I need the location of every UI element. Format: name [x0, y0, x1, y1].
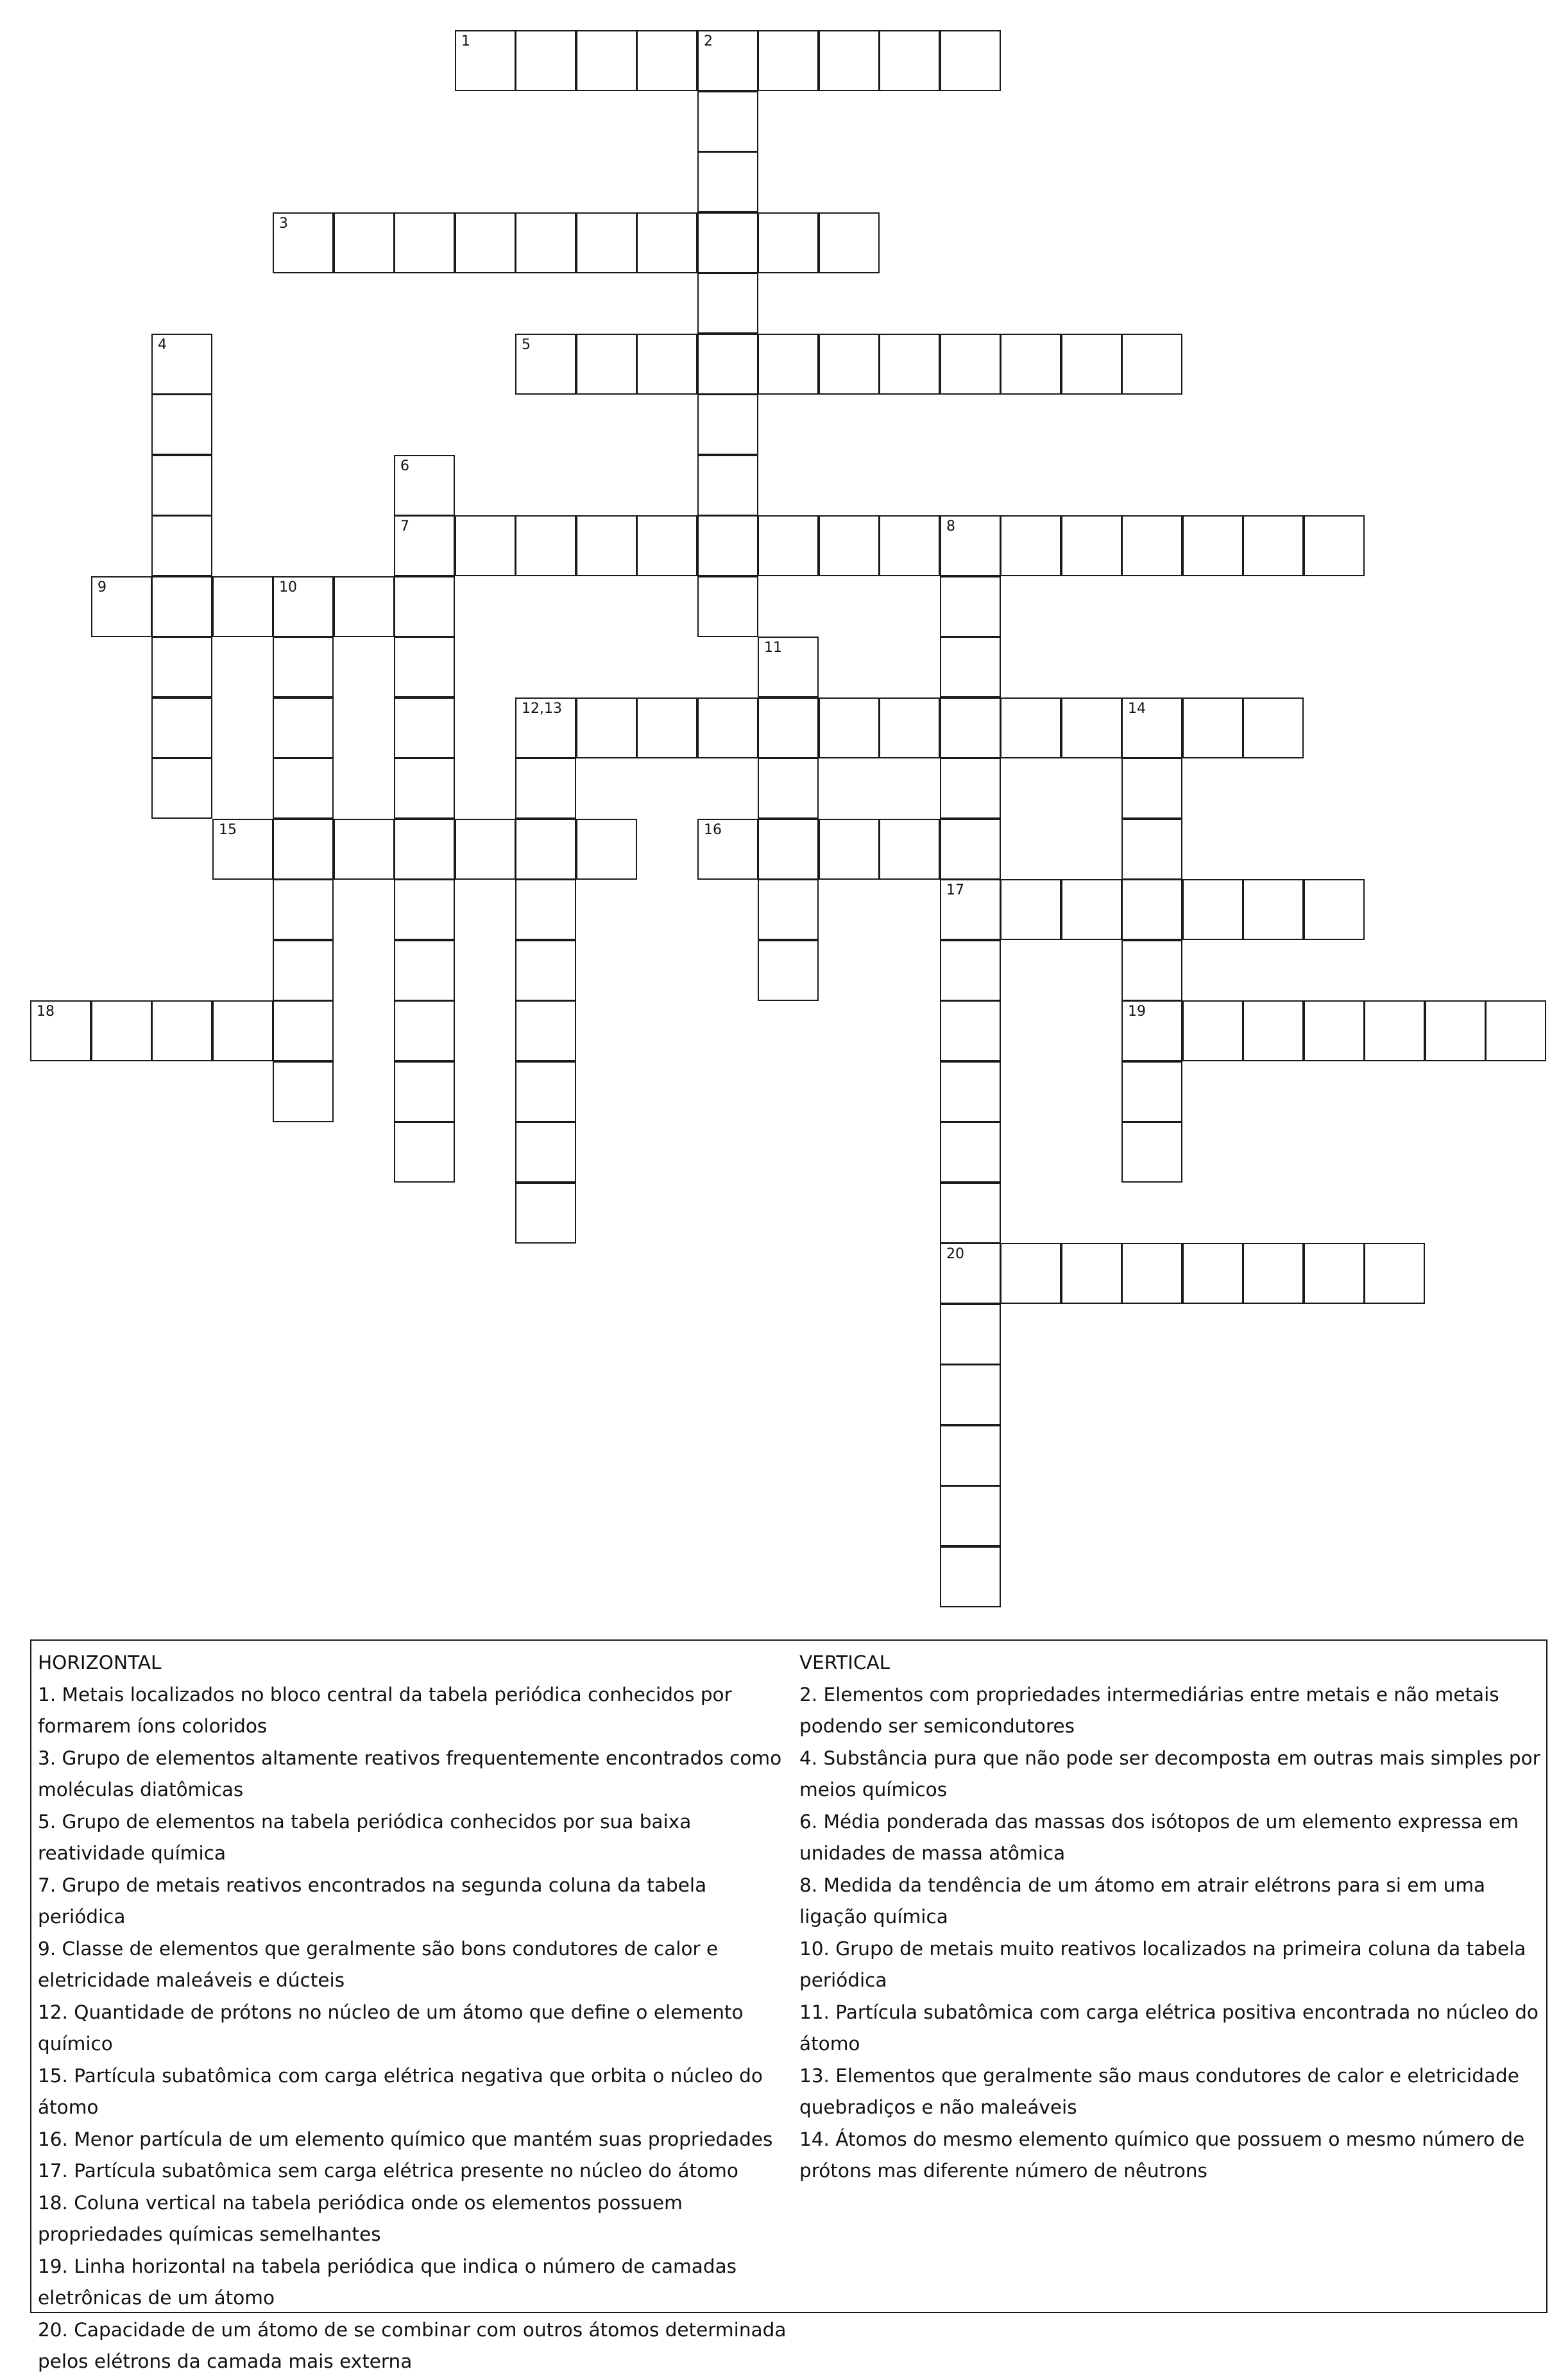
crossword-cell[interactable]	[394, 212, 455, 273]
crossword-cell[interactable]	[1243, 515, 1304, 576]
clue-h-19: 19. Linha horizontal na tabela periódica que indica o número de camadas eletrônicas de um átomo	[38, 2255, 737, 2309]
crossword-cell[interactable]	[273, 879, 334, 940]
crossword-cell[interactable]	[1121, 1122, 1182, 1183]
crossword-cell[interactable]	[1485, 1000, 1546, 1061]
crossword-cell[interactable]	[273, 1000, 334, 1061]
crossword-cell[interactable]	[1243, 879, 1304, 940]
crossword-cell[interactable]	[334, 212, 395, 273]
crossword-cell[interactable]	[515, 758, 576, 819]
crossword-cell[interactable]	[1243, 697, 1304, 758]
crossword-cell[interactable]	[515, 819, 576, 880]
crossword-cell[interactable]	[1061, 515, 1122, 576]
crossword-cell[interactable]	[212, 576, 273, 637]
crossword-cell[interactable]	[394, 819, 455, 880]
clue-number: 8	[946, 518, 955, 535]
clue-h-1: 1. Metais localizados no bloco central da tabela periódica conhecidos por formarem íons coloridos	[38, 1683, 732, 1737]
crossword-cell[interactable]	[940, 1425, 1001, 1486]
crossword-cell[interactable]	[819, 819, 880, 880]
crossword-cell[interactable]	[455, 30, 516, 91]
crossword-cell[interactable]	[515, 879, 576, 940]
clue-v-6: 6. Média ponderada das massas dos isótopos de um elemento expressa em unidades de massa atômica	[799, 1810, 1519, 1864]
clue-number: 11	[764, 640, 782, 656]
crossword-cell[interactable]	[940, 758, 1001, 819]
crossword-cell[interactable]	[697, 515, 758, 576]
crossword-cell[interactable]	[394, 758, 455, 819]
crossword-cell[interactable]	[1304, 1243, 1365, 1304]
clue-number: 9	[98, 579, 107, 595]
crossword-cell[interactable]	[515, 1122, 576, 1183]
crossword-cell[interactable]	[1304, 1000, 1365, 1061]
crossword-cell[interactable]	[151, 515, 212, 576]
crossword-cell[interactable]	[1121, 515, 1182, 576]
clue-number: 20	[946, 1246, 964, 1262]
crossword-cell[interactable]	[515, 212, 576, 273]
clue-number: 10	[279, 579, 297, 595]
crossword-cell[interactable]	[455, 515, 516, 576]
crossword-cell[interactable]	[1182, 1243, 1243, 1304]
crossword-cell[interactable]	[1121, 1243, 1182, 1304]
crossword-cell[interactable]	[697, 30, 758, 91]
crossword-cell[interactable]	[515, 697, 576, 758]
clue-h-17: 17. Partícula subatômica sem carga elétrica presente no núcleo do átomo	[38, 2160, 738, 2182]
clue-number: 2	[704, 33, 713, 49]
crossword-cell[interactable]	[576, 30, 637, 91]
crossword-cell[interactable]	[758, 697, 819, 758]
clue-h-7: 7. Grupo de metais reativos encontrados na segunda coluna da tabela periódica	[38, 1874, 707, 1928]
clue-number: 18	[37, 1004, 55, 1020]
crossword-cell[interactable]	[819, 212, 880, 273]
clue-number: 17	[946, 882, 964, 898]
crossword-cell[interactable]	[273, 576, 334, 637]
crossword-cell[interactable]	[576, 212, 637, 273]
crossword-cell[interactable]	[636, 30, 697, 91]
crossword-cell[interactable]	[636, 515, 697, 576]
crossword-cell[interactable]	[819, 334, 880, 395]
crossword-cell[interactable]	[879, 819, 940, 880]
horizontal-clues	[38, 1647, 792, 2378]
crossword-cell[interactable]	[394, 1061, 455, 1122]
clue-h-3: 3. Grupo de elementos altamente reativos frequentemente encontrados como moléculas diatômicas	[38, 1747, 782, 1801]
crossword-cell[interactable]	[151, 697, 212, 758]
crossword-cell[interactable]	[1182, 879, 1243, 940]
crossword-cell[interactable]	[394, 455, 455, 516]
crossword-cell[interactable]	[1121, 819, 1182, 880]
crossword-cell[interactable]	[1121, 697, 1182, 758]
crossword-cell[interactable]	[576, 515, 637, 576]
crossword-cell[interactable]	[515, 1061, 576, 1122]
clue-number: 5	[522, 337, 531, 353]
crossword-cell[interactable]	[273, 819, 334, 880]
clue-v-11: 11. Partícula subatômica com carga elétrica positiva encontrada no núcleo do átomo	[799, 2001, 1538, 2055]
crossword-cell[interactable]	[151, 334, 212, 395]
clue-number: 7	[400, 518, 409, 535]
crossword-cell[interactable]	[515, 30, 576, 91]
crossword-cell[interactable]	[1061, 334, 1122, 395]
crossword-cell[interactable]	[1243, 1243, 1304, 1304]
crossword-cell[interactable]	[394, 940, 455, 1001]
crossword-cell[interactable]	[151, 637, 212, 697]
crossword-cell[interactable]	[1304, 515, 1365, 576]
crossword-cell[interactable]	[515, 1000, 576, 1061]
crossword-cell[interactable]	[758, 758, 819, 819]
crossword-cell[interactable]	[1182, 697, 1243, 758]
crossword-cell[interactable]	[940, 1485, 1001, 1546]
crossword-cell[interactable]	[636, 212, 697, 273]
crossword-cell[interactable]	[1000, 1243, 1061, 1304]
crossword-cell[interactable]	[1121, 940, 1182, 1001]
crossword-cell[interactable]	[1243, 1000, 1304, 1061]
crossword-cell[interactable]	[576, 697, 637, 758]
crossword-cell[interactable]	[697, 455, 758, 516]
clue-v-13: 13. Elementos que geralmente são maus condutores de calor e eletricidade quebradiços e não maleáveis	[799, 2064, 1519, 2118]
crossword-cell[interactable]	[151, 758, 212, 819]
clue-v-2: 2. Elementos com propriedades intermediárias entre metais e não metais podendo ser semicondutores	[799, 1683, 1499, 1737]
crossword-cell[interactable]	[1000, 334, 1061, 395]
crossword-cell[interactable]	[940, 1183, 1001, 1244]
clue-v-10: 10. Grupo de metais muito reativos localizados na primeira coluna da tabela periódica	[799, 1937, 1526, 1991]
crossword-cell[interactable]	[334, 576, 395, 637]
crossword-cell[interactable]	[940, 1243, 1001, 1304]
crossword-cell[interactable]	[697, 819, 758, 880]
crossword-cell[interactable]	[819, 30, 880, 91]
clue-number: 6	[400, 458, 409, 474]
crossword-cell[interactable]	[151, 455, 212, 516]
crossword-cell[interactable]	[151, 394, 212, 455]
clue-h-18: 18. Coluna vertical na tabela periódica onde os elementos possuem propriedades químicas semelhantes	[38, 2191, 683, 2245]
crossword-cell[interactable]	[879, 334, 940, 395]
crossword-cell[interactable]	[1364, 1000, 1425, 1061]
crossword-cell[interactable]	[758, 879, 819, 940]
crossword-cell[interactable]	[30, 1000, 91, 1061]
crossword-cell[interactable]	[273, 212, 334, 273]
crossword-cell[interactable]	[940, 1364, 1001, 1425]
crossword-cell[interactable]	[697, 91, 758, 152]
clue-h-20: 20. Capacidade de um átomo de se combinar com outros átomos determinada pelos elétrons da camada mais externa	[38, 2318, 787, 2372]
vertical-clues	[799, 1647, 1544, 2187]
crossword-cell[interactable]	[819, 697, 880, 758]
crossword-cell[interactable]	[1121, 334, 1182, 395]
crossword-cell[interactable]	[1121, 1061, 1182, 1122]
crossword-cell[interactable]	[819, 515, 880, 576]
crossword-cell[interactable]	[576, 819, 637, 880]
crossword-cell[interactable]	[1061, 1243, 1122, 1304]
crossword-cell[interactable]	[273, 697, 334, 758]
clue-number: 16	[704, 822, 722, 838]
crossword-cell[interactable]	[1000, 879, 1061, 940]
crossword-cell[interactable]	[273, 758, 334, 819]
clue-number: 14	[1128, 701, 1146, 717]
vertical-title: VERTICAL	[799, 1652, 891, 1673]
crossword-cell[interactable]	[455, 212, 516, 273]
crossword-cell[interactable]	[697, 151, 758, 212]
crossword-cell[interactable]	[758, 30, 819, 91]
crossword-cell[interactable]	[697, 334, 758, 395]
crossword-cell[interactable]	[940, 1061, 1001, 1122]
crossword-cell[interactable]	[212, 819, 273, 880]
horizontal-title: HORIZONTAL	[38, 1652, 162, 1673]
crossword-cell[interactable]	[1061, 697, 1122, 758]
crossword-cell[interactable]	[940, 515, 1001, 576]
crossword-cell[interactable]	[636, 334, 697, 395]
crossword-cell[interactable]	[515, 334, 576, 395]
crossword-cell[interactable]	[91, 1000, 152, 1061]
crossword-cell[interactable]	[394, 637, 455, 697]
crossword-cell[interactable]	[273, 1061, 334, 1122]
clue-h-16: 16. Menor partícula de um elemento químico que mantém suas propriedades	[38, 2128, 773, 2150]
crossword-cell[interactable]	[576, 334, 637, 395]
clue-h-12: 12. Quantidade de prótons no núcleo de um átomo que define o elemento químico	[38, 2001, 744, 2055]
crossword-cell[interactable]	[394, 576, 455, 637]
crossword-cell[interactable]	[940, 1546, 1001, 1607]
crossword-cell[interactable]	[1425, 1000, 1486, 1061]
clue-h-15: 15. Partícula subatômica com carga elétrica negativa que orbita o núcleo do átomo	[38, 2064, 763, 2118]
clue-h-5: 5. Grupo de elementos na tabela periódica conhecidos por sua baixa reatividade química	[38, 1810, 692, 1864]
crossword-cell[interactable]	[697, 394, 758, 455]
crossword-cell[interactable]	[940, 1000, 1001, 1061]
clue-number: 3	[279, 216, 288, 232]
clue-h-9: 9. Classe de elementos que geralmente são bons condutores de calor e eletricidade maleáveis e dúcteis	[38, 1937, 719, 1991]
crossword-cell[interactable]	[1121, 879, 1182, 940]
crossword-cell[interactable]	[1304, 879, 1365, 940]
crossword-cell[interactable]	[758, 637, 819, 697]
crossword-cell[interactable]	[697, 576, 758, 637]
crossword-cell[interactable]	[879, 697, 940, 758]
crossword-cell[interactable]	[1364, 1243, 1425, 1304]
clue-number: 1	[461, 33, 470, 49]
crossword-cell[interactable]	[758, 940, 819, 1001]
clue-v-4: 4. Substância pura que não pode ser decomposta em outras mais simples por meios químicos	[799, 1747, 1540, 1801]
crossword-cell[interactable]	[515, 1183, 576, 1244]
clue-number: 4	[158, 337, 167, 353]
crossword-cell[interactable]	[273, 940, 334, 1001]
crossword-cell[interactable]	[1182, 515, 1243, 576]
crossword-cell[interactable]	[758, 515, 819, 576]
crossword-cell[interactable]	[879, 30, 940, 91]
crossword-cell[interactable]	[758, 212, 819, 273]
crossword-cell[interactable]	[455, 819, 516, 880]
clue-number: 19	[1128, 1004, 1146, 1020]
clue-number: 12,13	[522, 701, 562, 717]
crossword-cell[interactable]	[940, 1122, 1001, 1183]
crossword-cell[interactable]	[394, 1122, 455, 1183]
crossword-cell[interactable]	[940, 819, 1001, 880]
crossword-cell[interactable]	[940, 879, 1001, 940]
crossword-cell[interactable]	[940, 940, 1001, 1001]
crossword-cell[interactable]	[1182, 1000, 1243, 1061]
crossword-cell[interactable]	[1000, 697, 1061, 758]
crossword-cell[interactable]	[91, 576, 152, 637]
crossword-cell[interactable]	[697, 273, 758, 334]
crossword-cell[interactable]	[394, 515, 455, 576]
crossword-cell[interactable]	[515, 515, 576, 576]
crossword-cell[interactable]	[940, 637, 1001, 697]
crossword-cell[interactable]	[697, 212, 758, 273]
crossword-cell[interactable]	[636, 697, 697, 758]
crossword-cell[interactable]	[940, 334, 1001, 395]
crossword-cell[interactable]	[515, 940, 576, 1001]
clue-v-14: 14. Átomos do mesmo elemento químico que possuem o mesmo número de prótons mas diferente número de nêutrons	[799, 2128, 1525, 2182]
crossword-cell[interactable]	[151, 1000, 212, 1061]
crossword-cell[interactable]	[940, 697, 1001, 758]
crossword-cell[interactable]	[940, 1304, 1001, 1365]
crossword-cell[interactable]	[151, 576, 212, 637]
clue-number: 15	[219, 822, 237, 838]
crossword-cell[interactable]	[1061, 879, 1122, 940]
crossword-cell[interactable]	[758, 819, 819, 880]
crossword-cell[interactable]	[758, 334, 819, 395]
crossword-cell[interactable]	[212, 1000, 273, 1061]
crossword-cell[interactable]	[394, 879, 455, 940]
crossword-cell[interactable]	[273, 637, 334, 697]
crossword-cell[interactable]	[940, 576, 1001, 637]
crossword-cell[interactable]	[940, 30, 1001, 91]
crossword-cell[interactable]	[394, 1000, 455, 1061]
crossword-cell[interactable]	[334, 819, 395, 880]
crossword-cell[interactable]	[1121, 758, 1182, 819]
crossword-cell[interactable]	[879, 515, 940, 576]
clue-v-8: 8. Medida da tendência de um átomo em atrair elétrons para si em uma ligação química	[799, 1874, 1486, 1928]
crossword-cell[interactable]	[697, 697, 758, 758]
crossword-cell[interactable]	[1000, 515, 1061, 576]
crossword-cell[interactable]	[1121, 1000, 1182, 1061]
clues-box	[30, 1639, 1547, 2372]
crossword-cell[interactable]	[394, 697, 455, 758]
